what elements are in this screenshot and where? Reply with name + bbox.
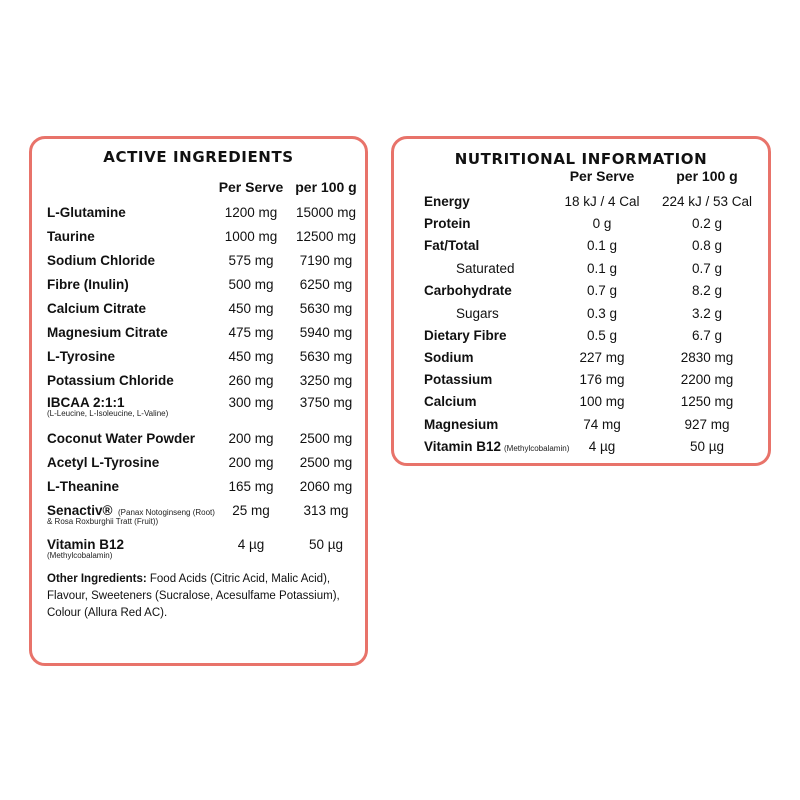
ingredient-row (32, 479, 365, 501)
per-serve-value: 74 mg (583, 417, 621, 432)
per-100g-value: 5630 mg (299, 349, 353, 364)
per-100g-value: 5940 mg (299, 325, 353, 340)
per-100g-value: 3.2 g (691, 306, 723, 321)
ingredient-row (32, 301, 365, 323)
ingredient-row (32, 395, 365, 417)
per-100g-value: 8.2 g (691, 283, 723, 298)
row-label: Taurine (47, 229, 95, 244)
per-serve-value: 575 mg (228, 253, 274, 268)
per-100g-value: 3750 mg (299, 395, 353, 410)
per-serve-value: 200 mg (228, 455, 274, 470)
row-sub-label: (L-Leucine, L-Isoleucine, L-Valine) (47, 409, 169, 418)
per-100g-value: 2500 mg (299, 431, 353, 446)
row-label: Calcium (424, 394, 477, 409)
ingredient-row (32, 431, 365, 453)
row-label: Sugars (456, 306, 499, 321)
other-ingredients (47, 571, 357, 622)
row-label: L-Glutamine (47, 205, 126, 220)
row-label: Dietary Fibre (424, 328, 507, 343)
per-100g-value: 2200 mg (680, 372, 734, 387)
per-100g-value: 3250 mg (299, 373, 353, 388)
nutritional-information-panel (391, 136, 771, 466)
row-label: Coconut Water Powder (47, 431, 196, 446)
row-label: L-Tyrosine (47, 349, 116, 364)
ingredient-row (32, 325, 365, 347)
row-sub-label: (Methylcobalamin) (47, 551, 113, 560)
ingredient-row (32, 455, 365, 477)
per-100g-value: 0.7 g (691, 261, 723, 276)
per-serve-value: 500 mg (228, 277, 274, 292)
nutrition-row (394, 372, 768, 394)
nutritional-information-title: NUTRITIONAL INFORMATION (454, 150, 708, 168)
nutrition-row (394, 394, 768, 416)
row-inline-note: (Panax Notoginseng (Root) (118, 508, 215, 517)
ingredient-row (32, 537, 365, 559)
nutrition-row (394, 216, 768, 238)
per-100g-value: 12500 mg (295, 229, 357, 244)
row-label: Fat/Total (424, 238, 480, 253)
per-100g-value: 1250 mg (680, 394, 734, 409)
per-serve-value: 475 mg (228, 325, 274, 340)
per-serve-value: 227 mg (579, 350, 625, 365)
ingredient-row (32, 503, 365, 525)
row-label: Potassium (424, 372, 493, 387)
row-label: Calcium Citrate (47, 301, 147, 316)
per-100g-value: 50 µg (308, 537, 344, 552)
row-label: Sodium (424, 350, 474, 365)
row-label: Fibre (Inulin) (47, 277, 129, 292)
per-100g-value: 0.2 g (691, 216, 723, 231)
ingredient-row (32, 349, 365, 371)
per-serve-value: 0.5 g (586, 328, 618, 343)
ingredient-row (32, 277, 365, 299)
per-serve-value: 0.3 g (586, 306, 618, 321)
per-serve-value: 0.1 g (586, 261, 618, 276)
per-serve-value: 25 mg (232, 503, 270, 518)
per-serve-value: 200 mg (228, 431, 274, 446)
per-100g-value: 6.7 g (691, 328, 723, 343)
per-100g-value: 2830 mg (680, 350, 734, 365)
other-ingredients-text: Food Acids (Citric Acid, Malic Acid), Flavour, Sweeteners (Sucralose, Acesulfame Potassium), Colour (Allura Red AC). (47, 573, 340, 619)
per-serve-value: 260 mg (228, 373, 274, 388)
per-serve-value: 1200 mg (224, 205, 278, 220)
per-100g-value: 7190 mg (299, 253, 353, 268)
per-100g-value: 6250 mg (299, 277, 353, 292)
per-serve-value: 0 g (592, 216, 612, 231)
row-label: IBCAA 2:1:1 (47, 395, 125, 410)
ingredient-row (32, 373, 365, 395)
row-label: Protein (424, 216, 471, 231)
active-col-per-serve: Per Serve (218, 179, 284, 195)
nutrition-row (394, 350, 768, 372)
ingredient-row (32, 253, 365, 275)
active-ingredients-title: ACTIVE INGREDIENTS (103, 148, 294, 166)
row-label: Magnesium (424, 417, 499, 432)
row-label: Carbohydrate (424, 283, 512, 298)
per-serve-value: 300 mg (228, 395, 274, 410)
per-100g-value: 313 mg (303, 503, 349, 518)
per-serve-value: 1000 mg (224, 229, 278, 244)
row-inline-note: (Methylcobalamin) (504, 444, 570, 453)
nutrition-row (394, 283, 768, 305)
per-serve-value: 0.7 g (586, 283, 618, 298)
per-100g-value: 15000 mg (295, 205, 357, 220)
row-label: Magnesium Citrate (47, 325, 168, 340)
ingredient-row (32, 229, 365, 251)
nutrition-col-per-100g: per 100 g (676, 168, 738, 184)
nutrition-row (394, 439, 768, 461)
nutrition-col-per-serve: Per Serve (569, 168, 635, 184)
other-ingredients-label: Other Ingredients: (47, 573, 147, 585)
row-label: Vitamin B12 (47, 537, 125, 552)
per-serve-value: 18 kJ / 4 Cal (564, 194, 640, 209)
row-label: Energy (424, 194, 470, 209)
per-100g-value: 2060 mg (299, 479, 353, 494)
per-100g-value: 50 µg (689, 439, 725, 454)
nutrition-row (394, 261, 768, 283)
per-serve-value: 450 mg (228, 349, 274, 364)
row-label: Potassium Chloride (47, 373, 174, 388)
per-serve-value: 450 mg (228, 301, 274, 316)
per-100g-value: 2500 mg (299, 455, 353, 470)
nutrition-row (394, 417, 768, 439)
row-label: Vitamin B12 (424, 439, 502, 454)
per-serve-value: 165 mg (228, 479, 274, 494)
per-100g-value: 224 kJ / 53 Cal (661, 194, 753, 209)
per-100g-value: 927 mg (684, 417, 730, 432)
nutrition-row (394, 238, 768, 260)
row-label: Acetyl L-Tyrosine (47, 455, 160, 470)
active-ingredients-panel (29, 136, 368, 666)
per-100g-value: 0.8 g (691, 238, 723, 253)
row-sub-label: & Rosa Roxburghii Tratt (Fruit)) (47, 517, 159, 526)
nutrition-row (394, 306, 768, 328)
nutrition-row (394, 328, 768, 350)
ingredient-row (32, 205, 365, 227)
row-label: Saturated (456, 261, 515, 276)
row-label: Sodium Chloride (47, 253, 155, 268)
row-label: L-Theanine (47, 479, 120, 494)
row-label: Senactiv® (47, 503, 113, 518)
per-serve-value: 176 mg (579, 372, 625, 387)
per-serve-value: 4 µg (588, 439, 616, 454)
nutrition-row (394, 194, 768, 216)
active-col-per-100g: per 100 g (295, 179, 357, 195)
per-serve-value: 4 µg (237, 537, 265, 552)
per-serve-value: 0.1 g (586, 238, 618, 253)
per-100g-value: 5630 mg (299, 301, 353, 316)
per-serve-value: 100 mg (579, 394, 625, 409)
